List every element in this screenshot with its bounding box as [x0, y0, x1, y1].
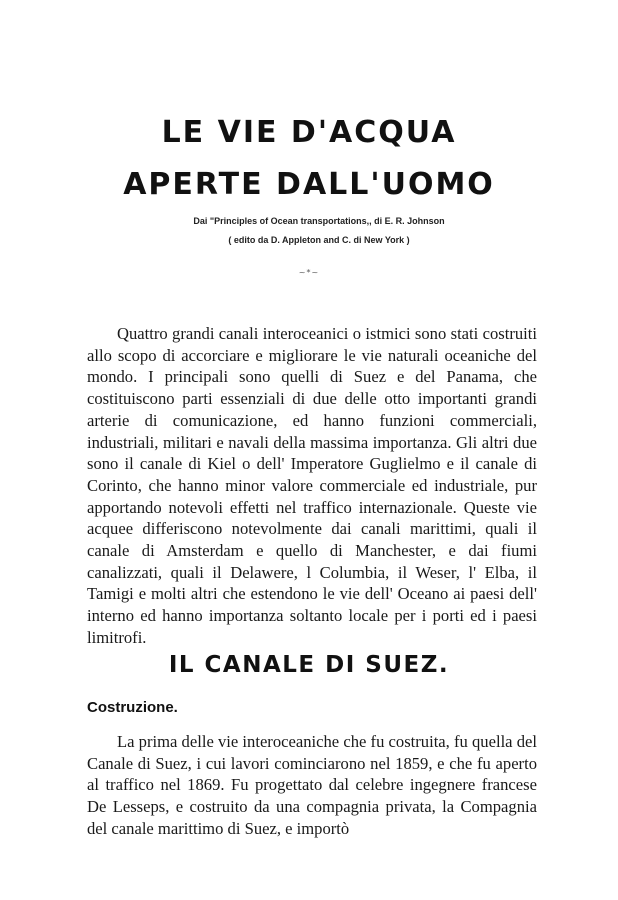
title-line-2: APERTE DALL'UOMO — [123, 167, 495, 202]
subheading: Costruzione. — [87, 699, 178, 716]
publisher-line: ( edito da D. Appleton and C. di New York ) — [228, 235, 410, 245]
section-heading: IL CANALE DI SUEZ. — [168, 652, 450, 678]
ornament-divider: ~*~ — [298, 268, 320, 277]
construction-paragraph-text: La prima delle vie interoceaniche che fu costruita, fu quella del Canale di Suez, i cui lavori cominciarono nel 1859, e che fu aperto al traffico nel 1869. Fu progettato dal celebre ingegnere francese De Lesseps, e costruito da una compagnia privata, la Compagnia del canale marittimo di Suez, e importò — [87, 732, 537, 838]
intro-paragraph-text: Quattro grandi canali interoceanici o istmici sono stati costruiti allo scopo di accorciare e migliorare le vie naturali oceaniche del mondo. I principali sono quelli di Suez e del Panama, che costituiscono parti essenziali di due delle otto importanti grandi arterie di comunicazione, ed hanno funzioni commerciali, industriali, militari e navali della massima importanza. Gli altri due sono il canale di Kiel o dell' Imperatore Guglielmo e il canale di Corinto, che hanno minor valore commerciale ed industriale, pur apportando notevoli effetti nel traffico internazionale. Queste vie acquee differiscono notevolmente dai canali marittimi, quali il canale di Amsterdam e quello di Manchester, e dai fiumi canalizzati, quali il Delawere, l Columbia, il Weser, l' Elba, il Tamigi e molti altri che estendono le vie dell' Oceano ai paesi dell' interno ed hanno importanza soltanto locale per i porti ed i paesi limitrofi. — [87, 324, 537, 647]
source-line: Dai "Principles of Ocean transportations,, di E. R. Johnson — [193, 216, 445, 226]
construction-paragraph — [87, 731, 537, 840]
title-line-1: LE VIE D'ACQUA — [161, 115, 457, 150]
intro-paragraph — [87, 323, 537, 649]
